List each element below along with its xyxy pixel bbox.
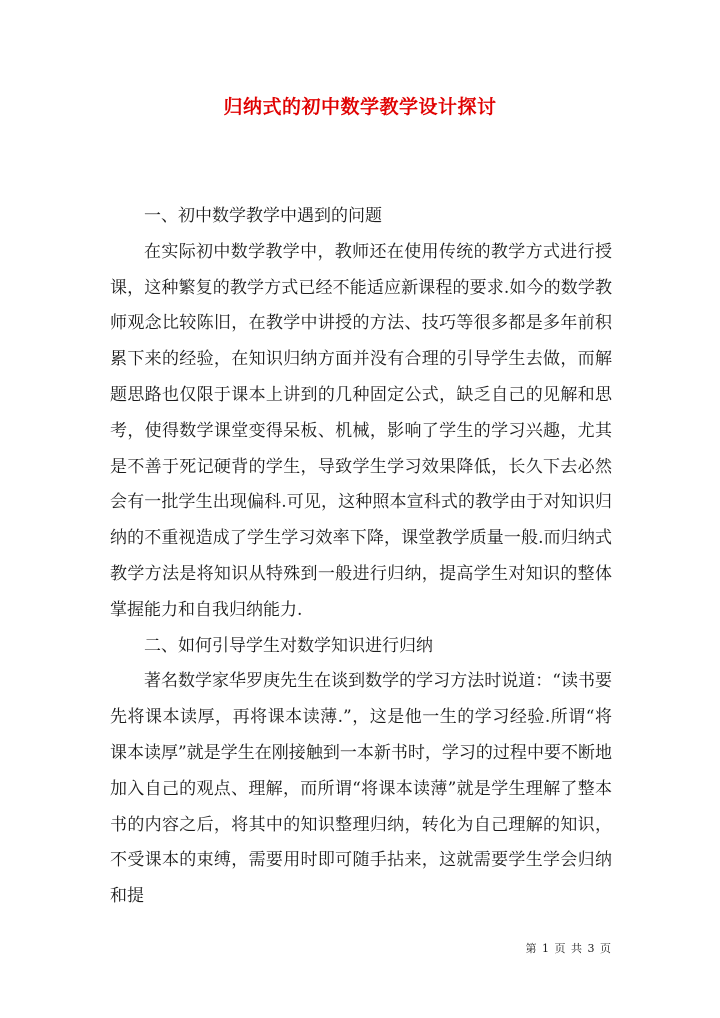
document-title: 归纳式的初中数学教学设计探讨 [223,96,497,118]
section-heading-2: 二、如何引导学生对数学知识进行归纳 [144,635,433,656]
body-paragraph-1: 在实际初中数学教学中，教师还在使用传统的教学方式进行授课，这种繁复的教学方式已经不能适应新课程的要求.如今的数学教师观念比较陈旧，在教学中讲授的方法、技巧等很多都是多年前积累下来的经验，在知识归纳方面并没有合理的引导学生去做，而解题思路也仅限于课本上讲到的几种固定公式，缺乏自己的见解和思考，使得数学课堂变得呆板、机械，影响了学生的学习兴趣，尤其是不善于死记硬背的学生，导致学生学习效果降低，长久下去必然会有一批学生出现偏科.可见，这种照本宣科式的教学由于对知识归纳的不重视造成了学生学习效率下降，课堂教学质量一般.而归纳式教学方法是将知识从特殊到一般进行归纳，提高学生对知识的整体掌握能力和自我归纳能力. [110,241,612,620]
page-number-footer: 第 1 页 共 3 页 [525,942,612,955]
section-heading-1: 一、初中数学教学中遇到的问题 [144,206,382,226]
body-paragraph-2: 著名数学家华罗庚先生在谈到数学的学习方法时说道：“读书要先将课本读厚，再将课本读薄.”，这是他一生的学习经验.所谓“将课本读厚”就是学生在刚接触到一本新书时，学习的过程中要不断地加入自己的观点、理解，而所谓“将课本读薄”就是学生理解了整本书的内容之后，将其中的知识整理归纳，转化为自己理解的知识，不受课本的束缚，需要用时即可随手拈来，这就需要学生学会归纳和提 [110,671,612,907]
document-body [110,199,612,915]
